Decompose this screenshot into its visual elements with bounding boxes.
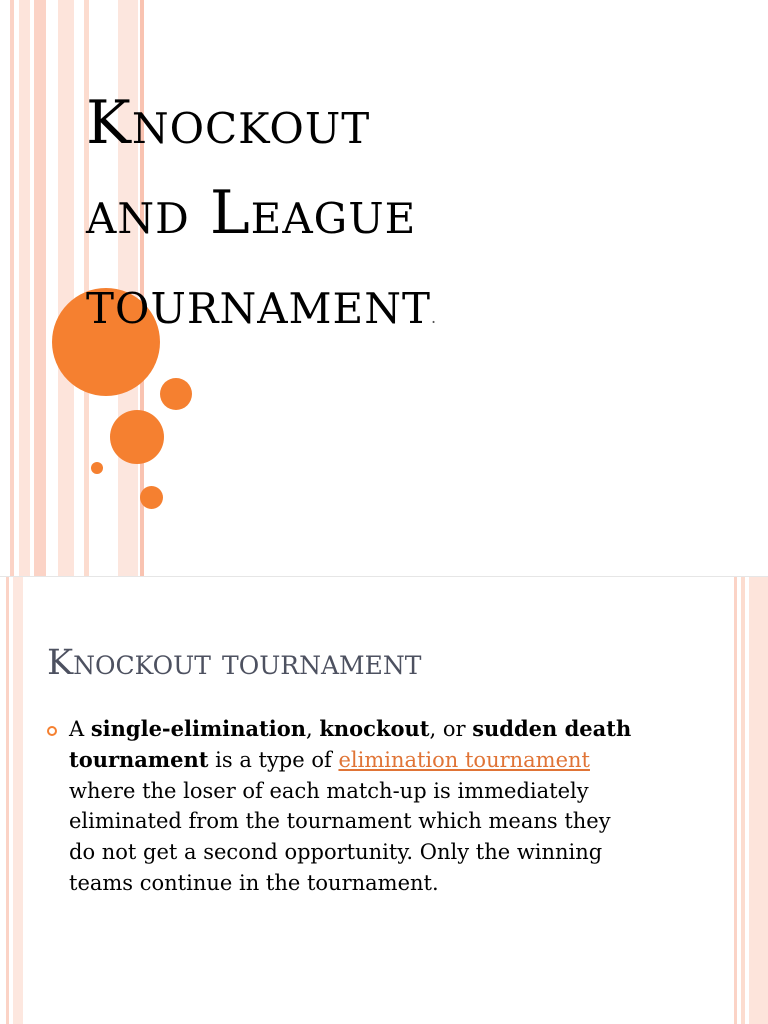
bold-term-knockout: knockout (319, 716, 430, 741)
title-line-3: tournament (86, 268, 431, 338)
title-dot: . (430, 308, 438, 327)
slide-title (86, 78, 726, 348)
text-segment: where the loser of each match-up is immediately eliminated from the tournament which means they do not get a second opportunity. Only the winning teams continue in the tournament. (69, 778, 611, 895)
bold-term-sudden-death: sudden death tournament (69, 716, 632, 772)
tiny-circle (91, 462, 103, 474)
slide-heading: Knockout tournament (47, 643, 422, 683)
text-segment: is a type of (208, 747, 339, 772)
list-item (42, 714, 642, 899)
small-circle (160, 378, 192, 410)
bullet-list (42, 714, 642, 899)
bold-term-single-elimination: single-elimination (90, 716, 306, 741)
small-circle-bottom (140, 486, 163, 509)
text-segment: , or (429, 717, 473, 741)
bullet-circle-icon (47, 726, 57, 736)
text-segment: A (69, 717, 91, 741)
elimination-tournament-link[interactable]: elimination tournament (338, 747, 590, 772)
title-line-2: and League (86, 178, 417, 248)
text-segment: , (306, 717, 320, 741)
title-line-1: Knockout (86, 88, 371, 158)
medium-circle (110, 410, 164, 464)
